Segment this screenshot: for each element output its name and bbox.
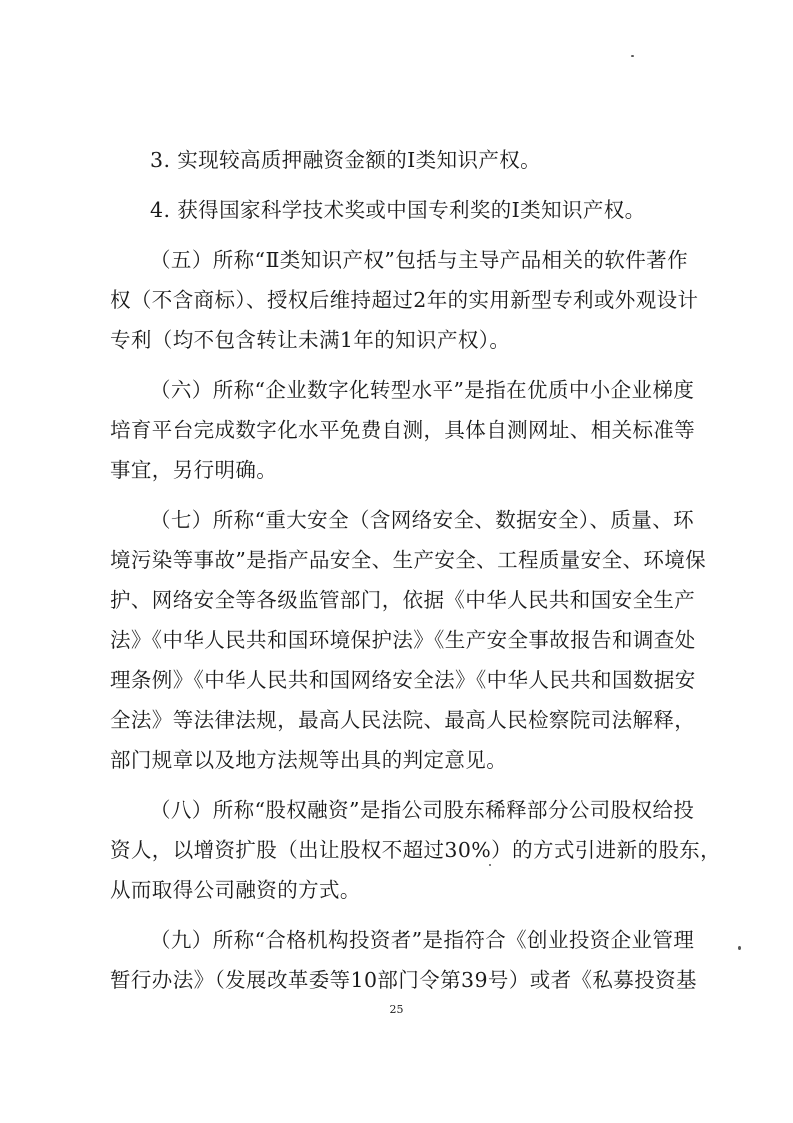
paragraph-line: （九）所称“合格机构投资者”是指符合《创业投资企业管理 [150,928,695,952]
paragraph-line: 资人，以增资扩股（出让股权不超过30%）的方式引进新的股东， [110,838,722,862]
page-number: 25 [389,1003,404,1016]
paragraph-line: 法》《中华人民共和国环境保护法》《生产安全事故报告和调查处 [110,628,696,652]
paragraph-line: 部门规章以及地方法规等出具的判定意见。 [110,748,508,772]
paragraph-line: 专利（均不包含转让未满1年的知识产权）。 [110,328,511,352]
paragraph-line: 从而取得公司融资的方式。 [110,878,361,902]
scan-speck [738,946,741,950]
paragraph [110,500,707,780]
paragraph [110,240,699,360]
paragraph-line: （七）所称“重大安全（含网络安全、数据安全）、质量、环 [150,508,695,532]
paragraph-line: 境污染等事故”是指产品安全、生产安全、工程质量安全、环境保 [110,548,707,572]
paragraph-line: 4. 获得国家科学技术奖或中国专利奖的Ⅰ类知识产权。 [150,198,646,222]
paragraph [110,790,722,910]
paragraph [110,140,688,180]
paragraph [110,190,688,230]
paragraph [110,920,697,1000]
paragraph-line: 护、网络安全等各级监管部门，依据《中华人民共和国安全生产 [110,588,696,612]
paragraph-line: 权（不含商标）、授权后维持超过2年的实用新型专利或外观设计 [110,288,699,312]
paragraph-line: （八）所称“股权融资”是指公司股东稀释部分公司股权给投 [150,798,695,822]
paragraph-line: 理条例》《中华人民共和国网络安全法》《中华人民共和国数据安 [110,668,696,692]
paragraph-line: （五）所称“Ⅱ类知识产权”包括与主导产品相关的软件著作 [150,248,688,272]
scan-speck [631,55,634,57]
document-body [110,140,722,1010]
paragraph-line: 暂行办法》（发展改革委等10部门令第39号）或者《私募投资基 [110,968,697,992]
paragraph-line: （六）所称“企业数字化转型水平”是指在优质中小企业梯度 [150,378,695,402]
paragraph-line: 3. 实现较高质押融资金额的Ⅰ类知识产权。 [150,148,542,172]
paragraph [110,370,696,490]
paragraph-line: 全法》等法律法规，最高人民法院、最高人民检察院司法解释， [110,708,696,732]
paragraph-line: 培育平台完成数字化水平免费自测，具体自测网址、相关标准等 [110,418,696,442]
scan-speck [489,864,491,866]
paragraph-line: 事宜，另行明确。 [110,458,278,482]
